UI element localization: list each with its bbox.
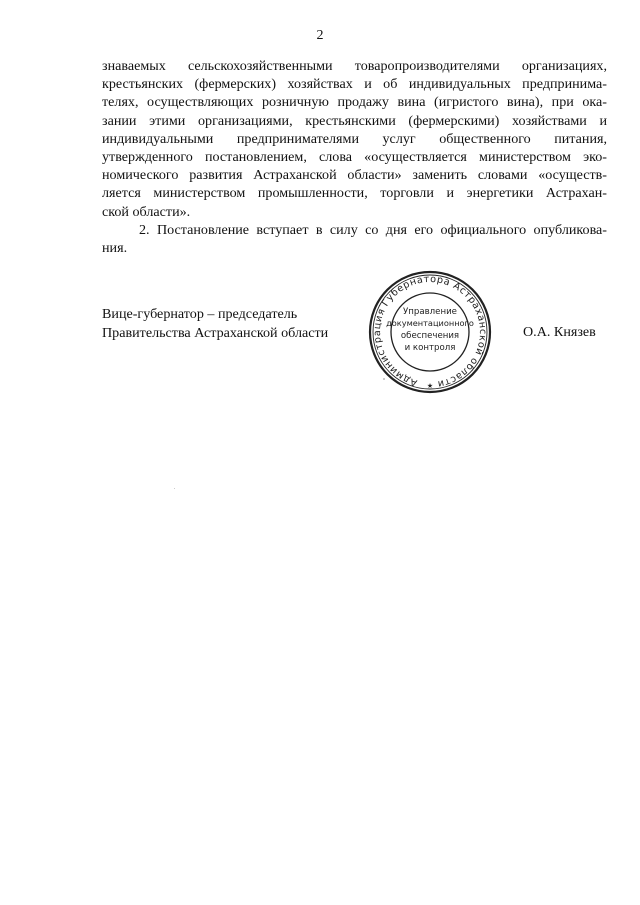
official-seal [356,268,504,394]
body-text [102,57,607,257]
paragraph-1-line-8: ляется министерством промышленности, торговли и энергетики Астрахан- [102,185,607,202]
scan-speck [383,378,385,380]
signatory-name: О.А. Князев [523,324,596,340]
paragraph-1-line-3: телях, осуществляющих розничную продажу вина (игристого вина), при ока- [102,94,607,111]
paragraph-1-line-1: знаваемых сельскохозяйственными товаропроизводителями организациях, [102,58,607,74]
paragraph-2-line-2: ния. [102,239,128,256]
paragraph-1-line-4: зании этими организациями, крестьянскими (фермерскими) хозяйствами и [102,112,607,129]
seal-star: ★ [426,382,434,390]
paragraph-2-line-1: 2. Постановление вступает в силу со дня его официального опубликова- [139,221,607,238]
paragraph-1-line-5: индивидуальными предпринимателями услуг общественного питания, [102,130,607,147]
paragraph-1-line-9: ской области». [102,203,191,220]
paragraph-1-line-6: утвержденного постановлением, слова «осуществляется министерством эко- [102,148,607,165]
seal-center-line-3: обеспечения [400,331,460,341]
paragraph-1-line-2: крестьянских (фермерских) хозяйствах и об индивидуальных предпринима- [102,76,607,93]
signatory-title-line-1: Вице-губернатор – председатель [102,306,298,322]
scan-speck [174,488,175,489]
paragraph-1-line-7: номического развития Астраханской области» заменить словами «осуществ- [102,167,607,184]
seal-center-line-4: и контроля [404,343,456,353]
seal-ring-text: Администрация Губернатора Астраханской области [371,273,489,390]
seal-center-line-2: документационного [386,318,474,328]
page-number: 2 [316,28,324,43]
signatory-title [102,305,328,343]
seal-center-line-1: Управление [403,307,457,317]
signatory-title-line-2: Правительства Астраханской области [102,325,329,341]
